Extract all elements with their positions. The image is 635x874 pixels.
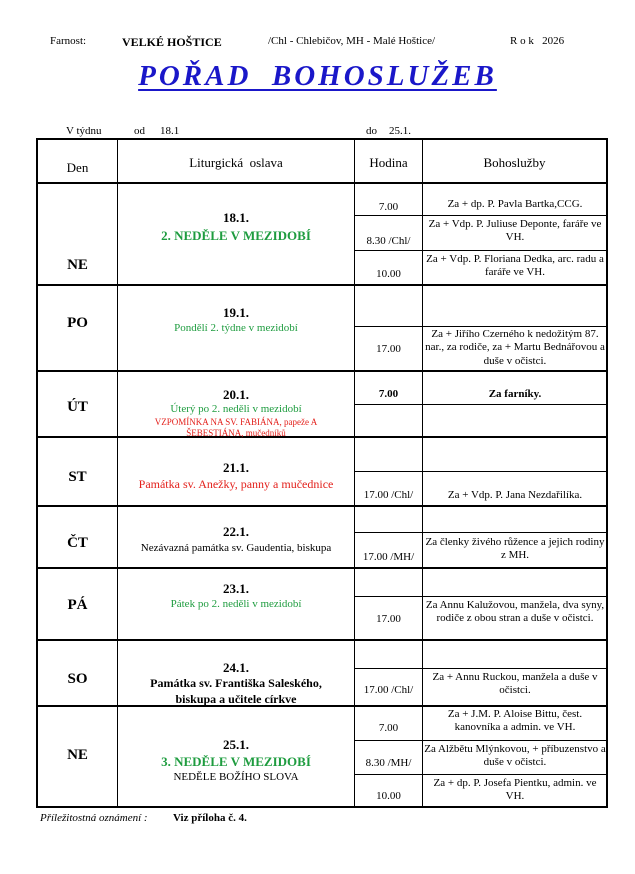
service-time: 10.00 xyxy=(376,790,401,802)
celebration-name: Pátek po 2. neděli v mezidobí xyxy=(170,598,302,610)
service-intention: Za + Jiřího Czerného k nedožitým 87. nar., za rodiče, za + Martu Bednářovou a duše v očistci. xyxy=(425,328,605,367)
column-header-liturgicka-oslava: Liturgická oslava xyxy=(189,155,283,170)
celebration-name: Pondělí 2. týdne v mezidobí xyxy=(174,322,298,334)
service-time: 8.30 /Chl/ xyxy=(366,235,411,247)
service-intention: Za farníky. xyxy=(488,388,542,400)
celebration-name: 2. NEDĚLE V MEZIDOBÍ xyxy=(161,228,311,243)
celebration-name: 3. NEDĚLE V MEZIDOBÍ xyxy=(161,754,311,769)
service-intention: Za členky živého růžence a jejich rodiny z MH. xyxy=(425,536,605,562)
service-intention: Za Alžbětu Mlýnkovou, + příbuzenstvo a duše v očistci. xyxy=(424,743,606,769)
column-header-hodina: Hodina xyxy=(369,155,408,170)
week-to-value: 25.1. xyxy=(389,125,411,137)
week-from-label: od xyxy=(134,125,145,137)
column-header-bohosluzby: Bohoslužby xyxy=(483,155,546,170)
day-label: NE xyxy=(67,257,88,273)
subparishes: /Chl - Chlebičov, MH - Malé Hoštice/ xyxy=(268,35,436,47)
celebration-name: Nezávazná památka sv. Gaudentia, biskupa xyxy=(140,542,332,554)
celebration-date: 22.1. xyxy=(223,524,249,539)
page-title: POŘAD BOHOSLUŽEB xyxy=(138,60,497,92)
service-time: 7.00 xyxy=(378,201,399,213)
service-time: 7.00 xyxy=(378,722,399,734)
footer-value: Viz příloha č. 4. xyxy=(173,812,247,824)
service-time: 17.00 /MH/ xyxy=(362,551,415,563)
service-intention: Za + Vdp. P. Floriana Dedka, arc. radu a faráře ve VH. xyxy=(426,253,604,279)
celebration-date: 18.1. xyxy=(223,210,249,225)
celebration-name: Památka sv. Františka Saleského, biskupa a učitele církve xyxy=(150,676,322,706)
memorial-note: VZPOMÍNKA NA SV. FABIÁNA, papeže A ŠEBESTIÁNA, mučedníků xyxy=(154,417,318,438)
day-label: PO xyxy=(67,315,88,331)
footer-label: Příležitostná oznámení : xyxy=(40,812,148,824)
celebration-date: 20.1. xyxy=(223,387,249,402)
service-time: 17.00 /Chl/ xyxy=(363,489,414,501)
day-label: ÚT xyxy=(67,399,88,415)
farnost-name: VELKÉ HOŠTICE xyxy=(122,35,222,49)
service-intention: Za + J.M. P. Aloise Bittu, čest. kanovníka a admin. ve VH. xyxy=(447,708,583,734)
service-intention: Za + Annu Ruckou, manžela a duše v očistci. xyxy=(432,671,598,697)
day-label: NE xyxy=(67,747,88,763)
celebration-date: 21.1. xyxy=(223,460,249,475)
celebration-name: Úterý po 2. neděli v mezidobí xyxy=(170,403,302,415)
day-label: ČT xyxy=(67,535,88,551)
celebration-date: 25.1. xyxy=(223,737,249,752)
service-time: 10.00 xyxy=(376,268,401,280)
celebration-name: Památka sv. Anežky, panny a mučednice xyxy=(138,477,334,491)
celebration-subtitle: NEDĚLE BOŽÍHO SLOVA xyxy=(173,771,299,783)
service-intention: Za Annu Kalužovou, manžela, dva syny, rodiče z obou stran a duše v očistci. xyxy=(425,599,605,625)
service-time: 8.30 /MH/ xyxy=(365,757,412,769)
service-time: 17.00 xyxy=(376,613,401,625)
week-to-label: do xyxy=(366,125,377,137)
farnost-label: Farnost: xyxy=(50,35,87,47)
celebration-date: 19.1. xyxy=(223,305,249,320)
service-intention: Za + Vdp. P. Juliuse Deponte, faráře ve VH. xyxy=(428,218,602,244)
day-label: ST xyxy=(68,469,87,485)
day-label: SO xyxy=(67,671,88,687)
day-label: PÁ xyxy=(67,597,88,613)
service-time: 7.00 xyxy=(378,388,399,400)
service-intention: Za + Vdp. P. Jana Nezdařilíka. xyxy=(447,489,583,501)
celebration-date: 23.1. xyxy=(223,581,249,596)
week-from-value: 18.1 xyxy=(160,125,180,137)
celebration-date: 24.1. xyxy=(223,660,249,675)
column-header-den: Den xyxy=(66,160,89,175)
service-intention: Za + dp. P. Pavla Bartka,CCG. xyxy=(447,198,583,210)
service-time: 17.00 xyxy=(376,343,401,355)
service-time: 17.00 /Chl/ xyxy=(363,684,414,696)
week-label: V týdnu xyxy=(66,125,102,137)
year: R o k 2026 xyxy=(510,35,565,47)
service-intention: Za + dp. P. Josefa Pientku, admin. ve VH. xyxy=(433,777,597,803)
